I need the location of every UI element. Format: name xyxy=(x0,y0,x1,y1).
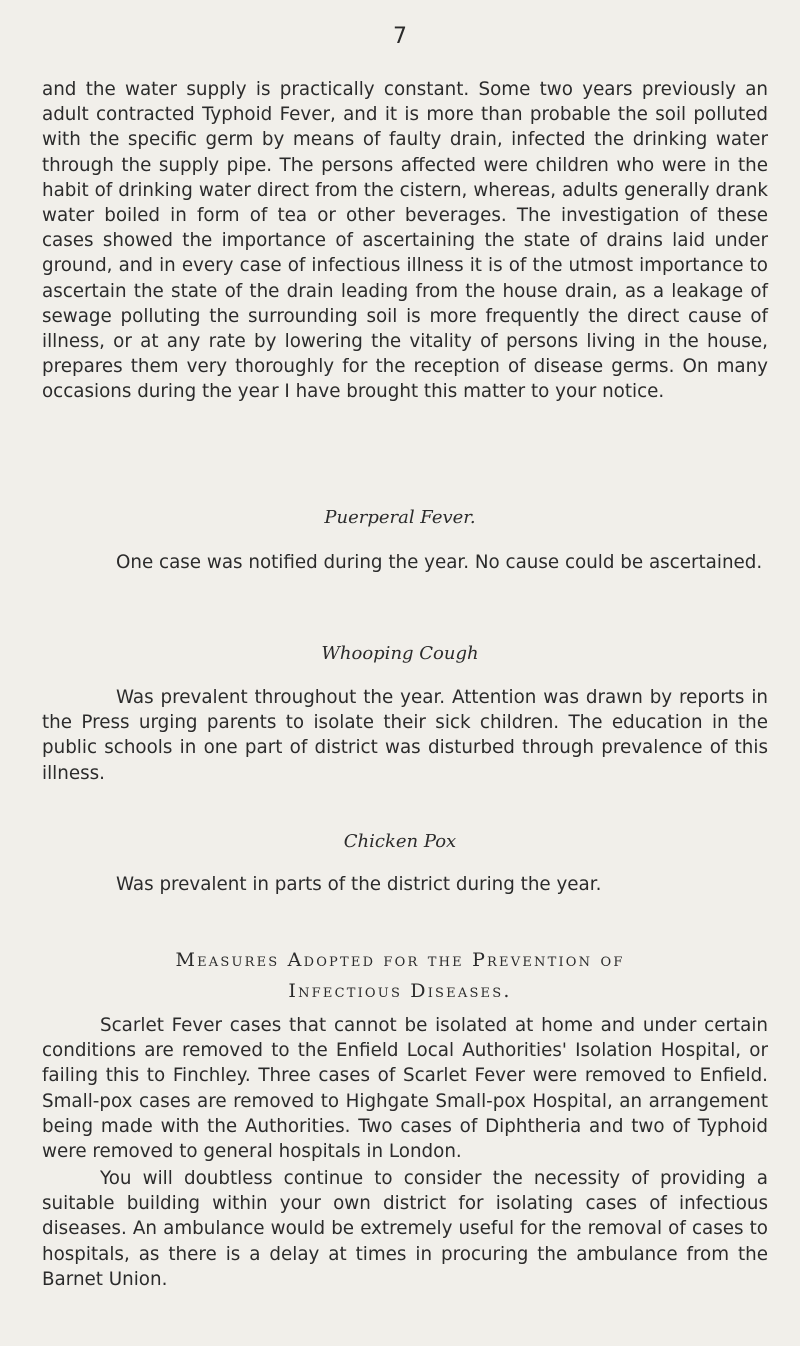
section-text-whooping-cough: Was prevalent throughout the year. Attention was drawn by reports in the Press urging parents to isolate their sick children. The education in the public schools in one part of district was disturbed through prevalence of this illness. xyxy=(42,687,768,784)
section-heading-measures-line2: Infectious Diseases. xyxy=(288,980,512,1002)
section-text-puerperal-fever: One case was notified during the year. No cause could be ascertained. xyxy=(116,552,763,573)
section-heading-chicken-pox: Chicken Pox xyxy=(343,831,457,852)
section-text-chicken-pox: Was prevalent in parts of the district during the year. xyxy=(116,874,602,895)
page-number: 7 xyxy=(393,24,407,49)
section-heading-whooping-cough: Whooping Cough xyxy=(321,643,479,664)
intro-paragraph: and the water supply is practically constant. Some two years previously an adult contracted Typhoid Fever, and it is more than probable the soil polluted with the specific germ by means of faulty drain, infected the drinking water through the supply pipe. The persons affected were children who were in the habit of drinking water direct from the cistern, whereas, adults generally drank water boiled in form of tea or other beverages. The investigation of these cases showed the importance of ascertaining the state of drains laid under ground, and in every case of infectious illness it is of the utmost importance to ascertain the state of the drain leading from the house drain, as a leakage of sewage polluting the surrounding soil is more frequently the direct cause of illness, or at any rate by lowering the vitality of persons living in the house, prepares them very thoroughly for the reception of disease germs. On many occasions during the year I have brought this matter to your notice. xyxy=(42,79,768,403)
section-text-measures-paragraph1: Scarlet Fever cases that cannot be isolated at home and under certain conditions are removed to the Enfield Local Authorities' Isolation Hospital, or failing this to Finchley. Three cases of Scarlet Fever were removed to Enfield. Small-pox cases are removed to Highgate Small-pox Hospital, an arrangement being made with the Authorities. Two cases of Diphtheria and two of Typhoid were removed to general hospitals in London. xyxy=(42,1015,768,1163)
section-heading-measures-line1: Measures Adopted for the Prevention of xyxy=(175,949,625,971)
section-text-measures-paragraph2: You will doubtless continue to consider the necessity of providing a suitable building within your own district for isolating cases of infectious diseases. An ambulance would be extremely useful for the removal of cases to hospitals, as there is a delay at times in procuring the ambulance from the Barnet Union. xyxy=(42,1168,768,1290)
section-heading-puerperal-fever: Puerperal Fever. xyxy=(324,507,476,528)
